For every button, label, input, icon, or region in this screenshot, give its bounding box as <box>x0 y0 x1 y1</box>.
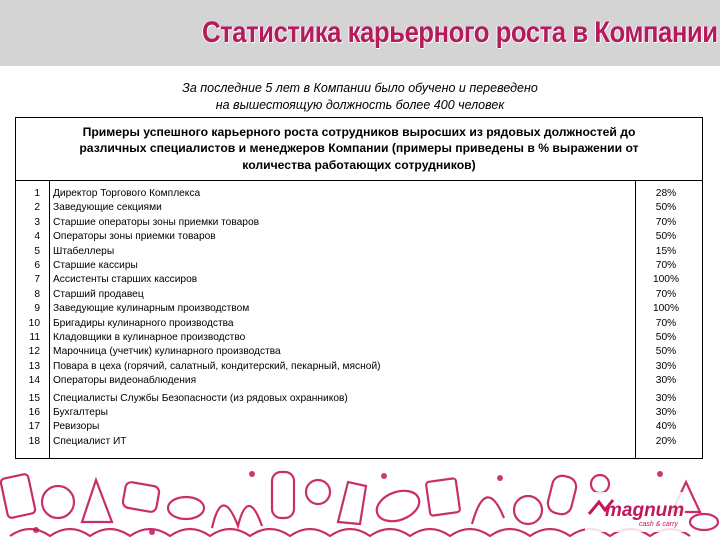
row-position: Бригадиры кулинарного производства <box>53 317 234 329</box>
row-percent: 30% <box>655 375 677 387</box>
table-row <box>16 420 702 434</box>
row-number: 5 <box>34 245 40 257</box>
row-percent: 50% <box>655 346 677 358</box>
row-number: 16 <box>28 407 40 418</box>
row-number: 12 <box>28 346 40 358</box>
row-position: Операторы видеонаблюдения <box>53 375 197 387</box>
row-number: 15 <box>28 392 40 404</box>
logo-tagline: cash & carry <box>639 521 678 528</box>
row-number: 1 <box>34 188 40 199</box>
row-percent: 70% <box>655 216 677 228</box>
row-percent: 30% <box>655 392 677 404</box>
row-position: Специалист ИТ <box>53 435 127 447</box>
row-percent: 70% <box>655 260 677 271</box>
row-percent: 15% <box>655 245 677 257</box>
row-number: 7 <box>34 274 40 286</box>
table-heading-line-3: количества работающих сотрудников) <box>242 157 476 172</box>
row-number: 2 <box>34 202 40 214</box>
intro-line-2: на вышестоящую должность более 400 человек <box>215 98 505 112</box>
table-row <box>16 435 702 449</box>
table-row <box>16 302 702 316</box>
career-growth-table <box>15 117 703 459</box>
row-percent: 20% <box>655 435 677 447</box>
row-percent: 70% <box>655 317 677 329</box>
table-heading <box>16 118 702 181</box>
row-percent: 50% <box>655 202 677 214</box>
row-position: Штабеллеры <box>53 245 115 257</box>
row-position: Специалисты Службы Безопасности (из рядовых охранников) <box>53 392 348 404</box>
row-number: 4 <box>34 231 40 243</box>
row-position: Заведующие секциями <box>53 202 162 214</box>
row-position: Ревизоры <box>53 421 100 433</box>
table-row <box>16 331 702 345</box>
table-row <box>16 273 702 287</box>
table-row <box>16 374 702 388</box>
intro-line-1: За последние 5 лет в Компании было обучено и переведено <box>182 81 538 95</box>
table-row <box>16 216 702 230</box>
row-number: 11 <box>29 332 40 343</box>
table-row <box>16 317 702 331</box>
row-number: 6 <box>34 260 40 271</box>
table-heading-line-2: различных специалистов и менеджеров Компании (примеры приведены в % выражении от <box>79 141 639 156</box>
row-position: Директор Торгового Комплекса <box>53 188 201 199</box>
row-position: Старший продавец <box>53 288 144 300</box>
magnum-logo <box>585 492 685 532</box>
row-number: 10 <box>28 317 40 329</box>
row-position: Заведующие кулинарным производством <box>53 303 250 315</box>
row-position: Старшие кассиры <box>53 260 138 271</box>
row-number: 13 <box>28 360 40 372</box>
row-percent: 70% <box>655 288 677 300</box>
row-percent: 100% <box>652 303 680 315</box>
table-row <box>16 245 702 259</box>
row-percent: 100% <box>652 274 680 286</box>
row-position: Повара в цеха (горячий, салатный, кондитерский, пекарный, мясной) <box>53 360 381 372</box>
table-row <box>16 187 702 201</box>
row-percent: 40% <box>655 421 677 433</box>
table-heading-line-1: Примеры успешного карьерного роста сотрудников выросших из рядовых должностей до <box>82 125 636 139</box>
table-row <box>16 406 702 420</box>
row-number: 14 <box>28 375 40 387</box>
table-body <box>16 181 702 459</box>
row-number: 18 <box>28 435 40 447</box>
row-position: Старшие операторы зоны приемки товаров <box>53 216 260 228</box>
row-percent: 50% <box>655 231 677 243</box>
table-row <box>16 201 702 215</box>
table-row <box>16 345 702 359</box>
row-position: Операторы зоны приемки товаров <box>53 231 216 243</box>
table-row <box>16 288 702 302</box>
page-title: Статистика карьерного роста в Компании <box>202 16 718 49</box>
row-position: Кладовщики в кулинарное производство <box>53 332 246 343</box>
row-number: 8 <box>34 288 40 300</box>
row-position: Марочница (учетчик) кулинарного производства <box>53 346 281 358</box>
table-row <box>16 360 702 374</box>
row-percent: 28% <box>655 188 677 199</box>
row-percent: 30% <box>655 360 677 372</box>
table-row <box>16 230 702 244</box>
logo-brand: magnum <box>605 500 685 521</box>
table-row <box>16 259 702 273</box>
row-percent: 50% <box>655 332 677 343</box>
row-number: 17 <box>28 421 40 433</box>
intro-text <box>30 80 690 114</box>
row-position: Ассистенты старших кассиров <box>53 274 198 286</box>
row-number: 3 <box>34 216 40 228</box>
table-row <box>16 392 702 406</box>
row-percent: 30% <box>655 407 677 418</box>
row-position: Бухгалтеры <box>53 407 108 418</box>
row-number: 9 <box>34 303 40 315</box>
